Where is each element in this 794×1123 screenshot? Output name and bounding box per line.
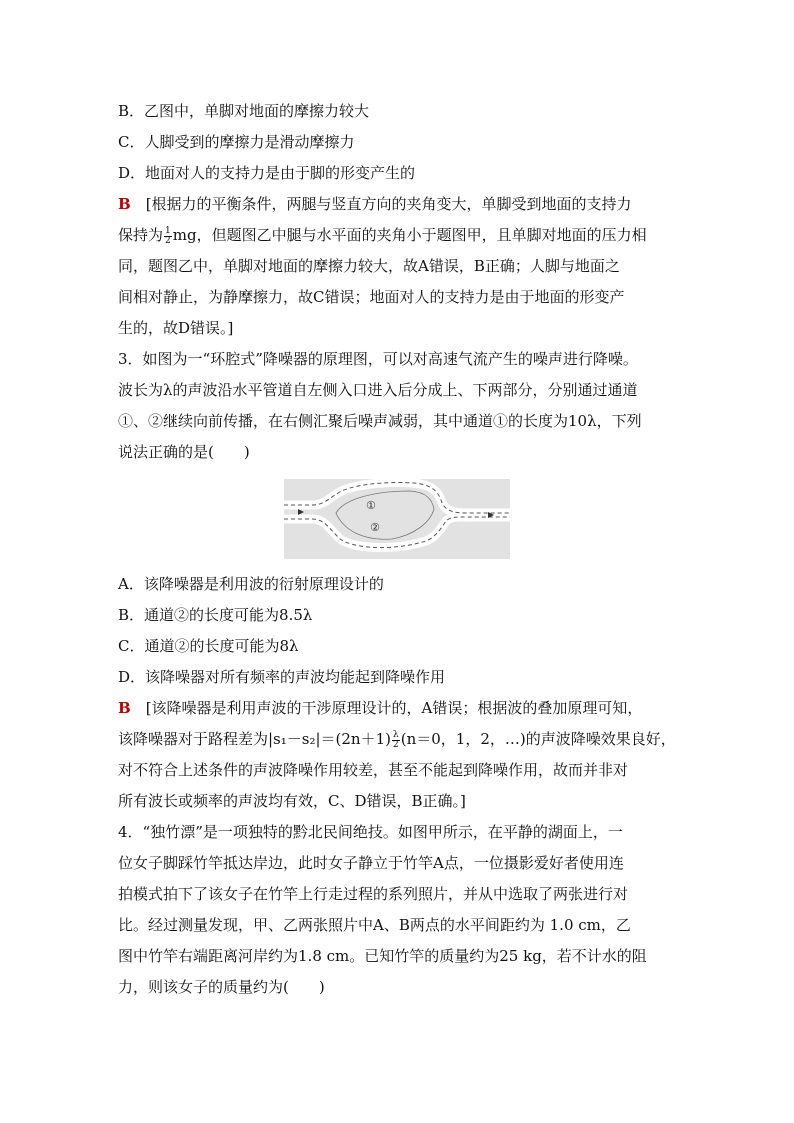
q2-frac-num: 1 bbox=[165, 225, 171, 236]
q2-explanation-line-4: 间相对静止，为静摩擦力，故C错误；地面对人的支持力是由于地面的形变产 bbox=[118, 288, 625, 306]
q3-stem-line-2: 波长为λ的声波沿水平管道自左侧入口进入后分成上、下两部分，分别通过通道 bbox=[118, 381, 638, 399]
q3-explanation-line-1 bbox=[118, 693, 680, 724]
q4-stem-line-6: 力，则该女子的质量约为( ) bbox=[118, 978, 325, 996]
q2-explanation-line-2 bbox=[118, 220, 680, 251]
q3-stem-line-1: 3．如图为一“环腔式”降噪器的原理图，可以对高速气流产生的噪声进行降噪。 bbox=[118, 350, 638, 368]
q2-option-d: D．地面对人的支持力是由于脚的形变产生的 bbox=[118, 164, 416, 182]
q2-explanation-line-1 bbox=[118, 189, 680, 220]
q3-exp-text-2b: (n＝0，1，2，…)的声波降噪效果良好， bbox=[400, 730, 676, 748]
q2-option-b: B．乙图中，单脚对地面的摩擦力较大 bbox=[118, 102, 370, 120]
q3-explanation-line-4: 所有波长或频率的声波均有效，C、D错误，B正确。] bbox=[118, 792, 466, 810]
q3-answer: B bbox=[118, 699, 131, 717]
q3-frac-num: λ bbox=[392, 729, 399, 740]
q3-option-a: A．该降噪器是利用波的衍射原理设计的 bbox=[118, 575, 384, 593]
q2-exp-text-2a: 保持为 bbox=[118, 226, 164, 244]
q4-stem-line-2: 位女子脚踩竹竿抵达岸边，此时女子静立于竹竿A点，一位摄影爱好者使用连 bbox=[118, 854, 624, 872]
q3-option-c: C．通道②的长度可能为8λ bbox=[118, 637, 299, 655]
q2-fraction bbox=[164, 227, 172, 246]
q4-stem-line-3: 拍模式拍下了该女子在竹竿上行走过程的系列照片，并从中选取了两张进行对 bbox=[118, 885, 629, 903]
q3-exp-text-2a: 该降噪器对于路程差为|s₁－s₂|＝(2n＋1) bbox=[118, 730, 391, 748]
q2-exp-text-1: [根据力的平衡条件，两腿与竖直方向的夹角变大，单脚受到地面的支持力 bbox=[145, 195, 632, 213]
q3-fraction bbox=[392, 731, 400, 750]
content bbox=[118, 96, 680, 1003]
q3-option-b: B．通道②的长度可能为8.5λ bbox=[118, 606, 313, 624]
q2-option-c: C．人脚受到的摩擦力是滑动摩擦力 bbox=[118, 133, 355, 151]
q3-explanation-line-2 bbox=[118, 724, 680, 755]
q3-stem-line-3: ①、②继续向前传播，在右侧汇聚后噪声减弱，其中通道①的长度为10λ，下列 bbox=[118, 412, 642, 430]
q3-frac-den: 2 bbox=[392, 739, 399, 750]
channel-2-label: ② bbox=[370, 521, 380, 534]
q2-exp-text-2b: mg，但题图乙中腿与水平面的夹角小于题图甲，且单脚对地面的压力相 bbox=[172, 226, 647, 244]
q2-frac-den: 2 bbox=[165, 235, 171, 246]
noise-reducer-diagram bbox=[284, 479, 510, 559]
q4-stem-line-5: 图中竹竿右端距离河岸约为1.8 cm。已知竹竿的质量约为25 kg，若不计水的阻 bbox=[118, 947, 647, 965]
q4-stem-line-4: 比。经过测量发现，甲、乙两张照片中A、B两点的水平间距约为 1.0 cm，乙 bbox=[118, 916, 631, 934]
q2-explanation-line-3: 同，题图乙中，单脚对地面的摩擦力较大，故A错误，B正确；人脚与地面之 bbox=[118, 257, 620, 275]
q3-exp-text-1: [该降噪器是利用声波的干涉原理设计的，A错误；根据波的叠加原理可知， bbox=[145, 699, 643, 717]
q4-stem-line-1: 4．“独竹漂”是一项独特的黔北民间绝技。如图甲所示，在平静的湖面上，一 bbox=[118, 823, 623, 841]
noise-reducer-figure bbox=[284, 479, 510, 559]
q3-option-d: D．该降噪器对所有频率的声波均能起到降噪作用 bbox=[118, 668, 446, 686]
channel-1-label: ① bbox=[366, 499, 376, 512]
q2-answer: B bbox=[118, 195, 131, 213]
q3-stem-line-4: 说法正确的是( ) bbox=[118, 443, 250, 461]
q2-explanation-line-5: 生的，故D错误。] bbox=[118, 319, 234, 337]
q3-explanation-line-3: 对不符合上述条件的声波降噪作用较差，甚至不能起到降噪作用，故而并非对 bbox=[118, 761, 629, 779]
